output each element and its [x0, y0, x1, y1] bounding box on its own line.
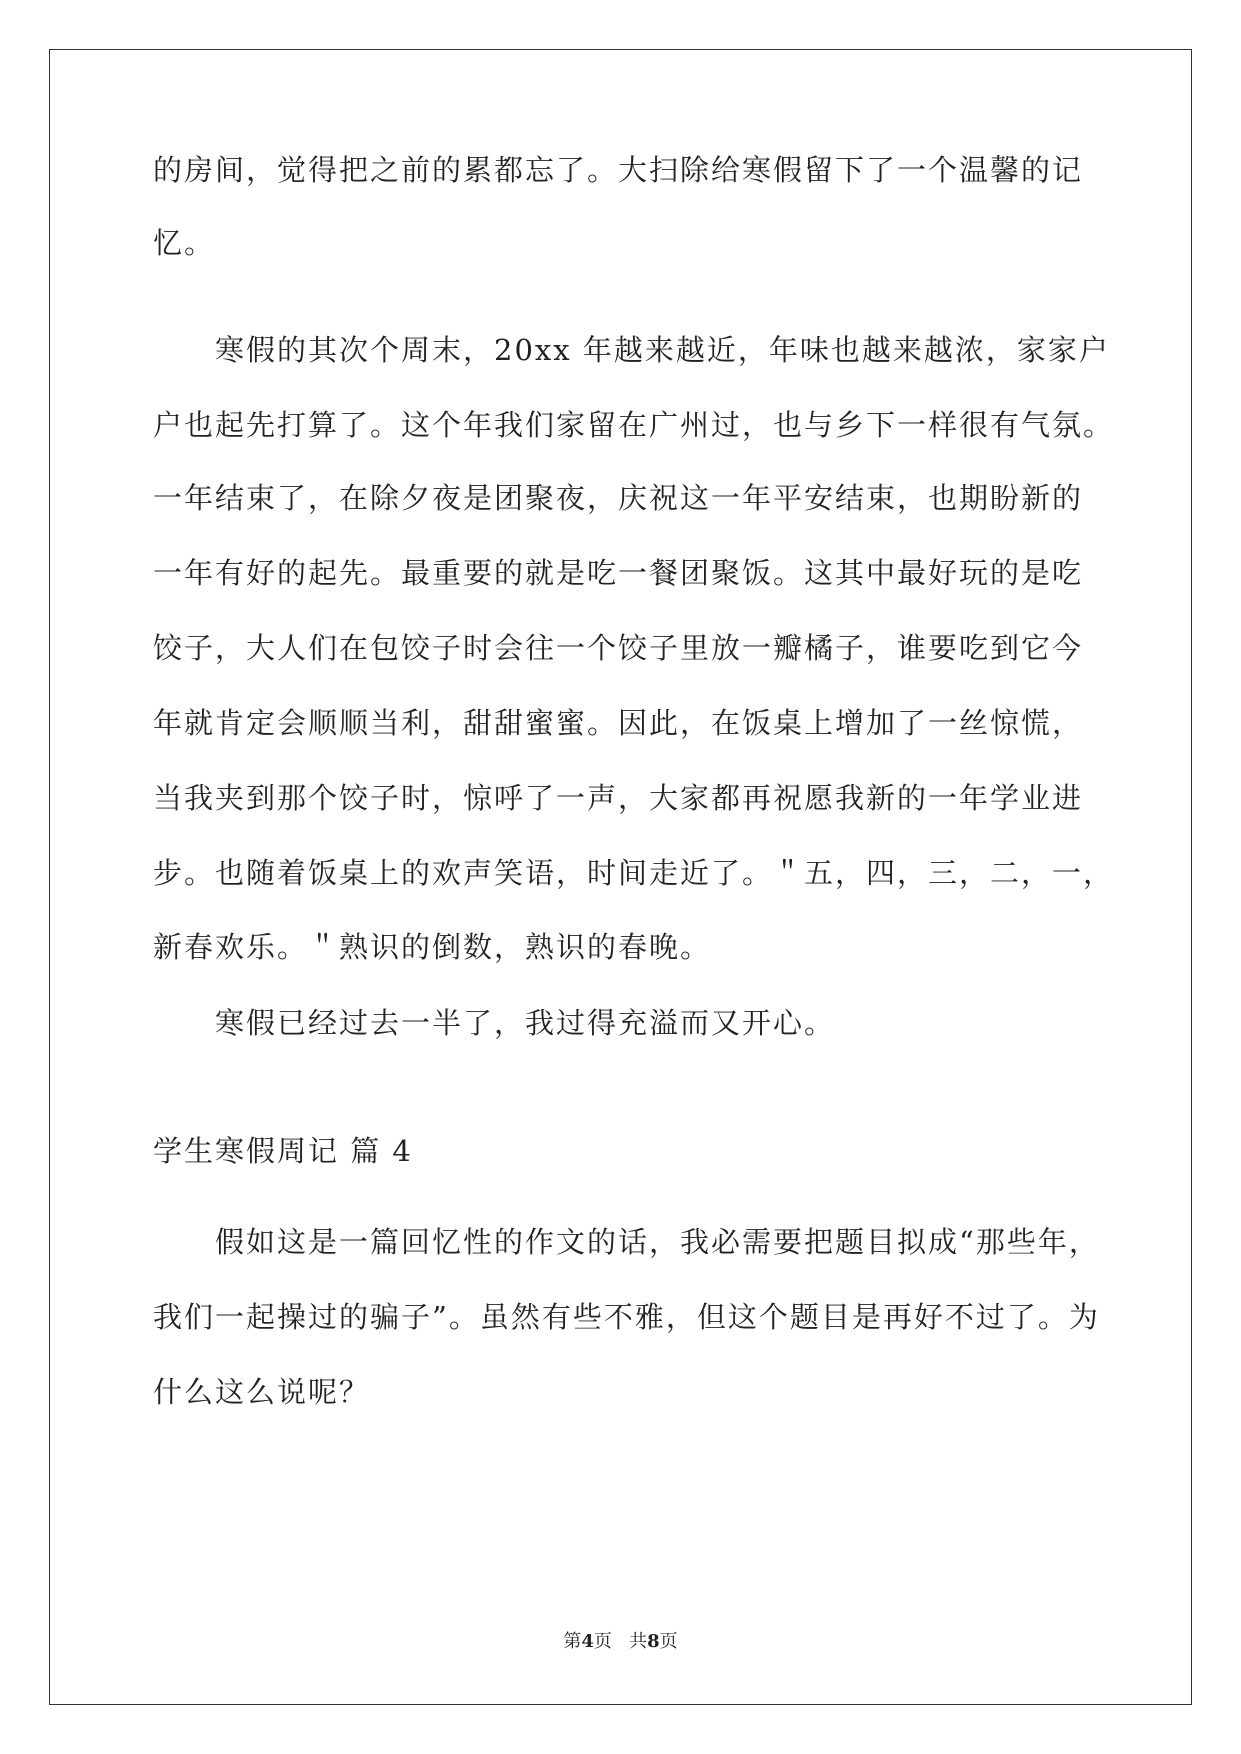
- paragraph-line: 户也起先打算了。这个年我们家留在广州过，也与乡下一样很有气氛。: [153, 408, 1115, 442]
- paragraph-line: 什么这么说呢？: [153, 1375, 371, 1409]
- page-footer: [0, 1630, 1241, 1654]
- paragraph-line: 步。也随着饭桌上的欢声笑语，时间走近了。＂五，四，三，二，一，: [153, 856, 1115, 890]
- paragraph-line: 新春欢乐。＂熟识的倒数，熟识的春晚。: [153, 930, 712, 964]
- paragraph-line: 假如这是一篇回忆性的作文的话，我必需要把题目拟成“那些年，: [215, 1225, 1100, 1259]
- footer-prefix: 第: [563, 1631, 582, 1652]
- paragraph-line: 寒假的其次个周末，20xx 年越来越近，年味也越来越浓，家家户: [215, 333, 1110, 367]
- footer-page-current: 4: [581, 1631, 594, 1652]
- section-heading: 学生寒假周记 篇 4: [153, 1134, 413, 1168]
- footer-suffix: 页: [659, 1631, 678, 1652]
- paragraph-line: 当我夹到那个饺子时，惊呼了一声，大家都再祝愿我新的一年学业进: [153, 781, 1084, 815]
- paragraph-line: 的房间，觉得把之前的累都忘了。大扫除给寒假留下了一个温馨的记: [153, 153, 1084, 187]
- paragraph-line: 一年有好的起先。最重要的就是吃一餐团聚饭。这其中最好玩的是吃: [153, 556, 1084, 590]
- paragraph-line: 寒假已经过去一半了，我过得充溢而又开心。: [215, 1006, 836, 1040]
- paragraph-line: 饺子，大人们在包饺子时会往一个饺子里放一瓣橘子，谁要吃到它今: [153, 631, 1084, 665]
- paragraph-line: 忆。: [153, 226, 216, 260]
- footer-mid: 页 共: [593, 1631, 648, 1652]
- paragraph-line: 我们一起操过的骗子”。虽然有些不雅，但这个题目是再好不过了。为: [153, 1300, 1100, 1334]
- paragraph-line: 年就肯定会顺顺当利，甜甜蜜蜜。因此，在饭桌上增加了一丝惊慌，: [153, 706, 1084, 740]
- paragraph-line: 一年结束了，在除夕夜是团聚夜，庆祝这一年平安结束，也期盼新的: [153, 481, 1084, 515]
- footer-page-total: 8: [647, 1631, 660, 1652]
